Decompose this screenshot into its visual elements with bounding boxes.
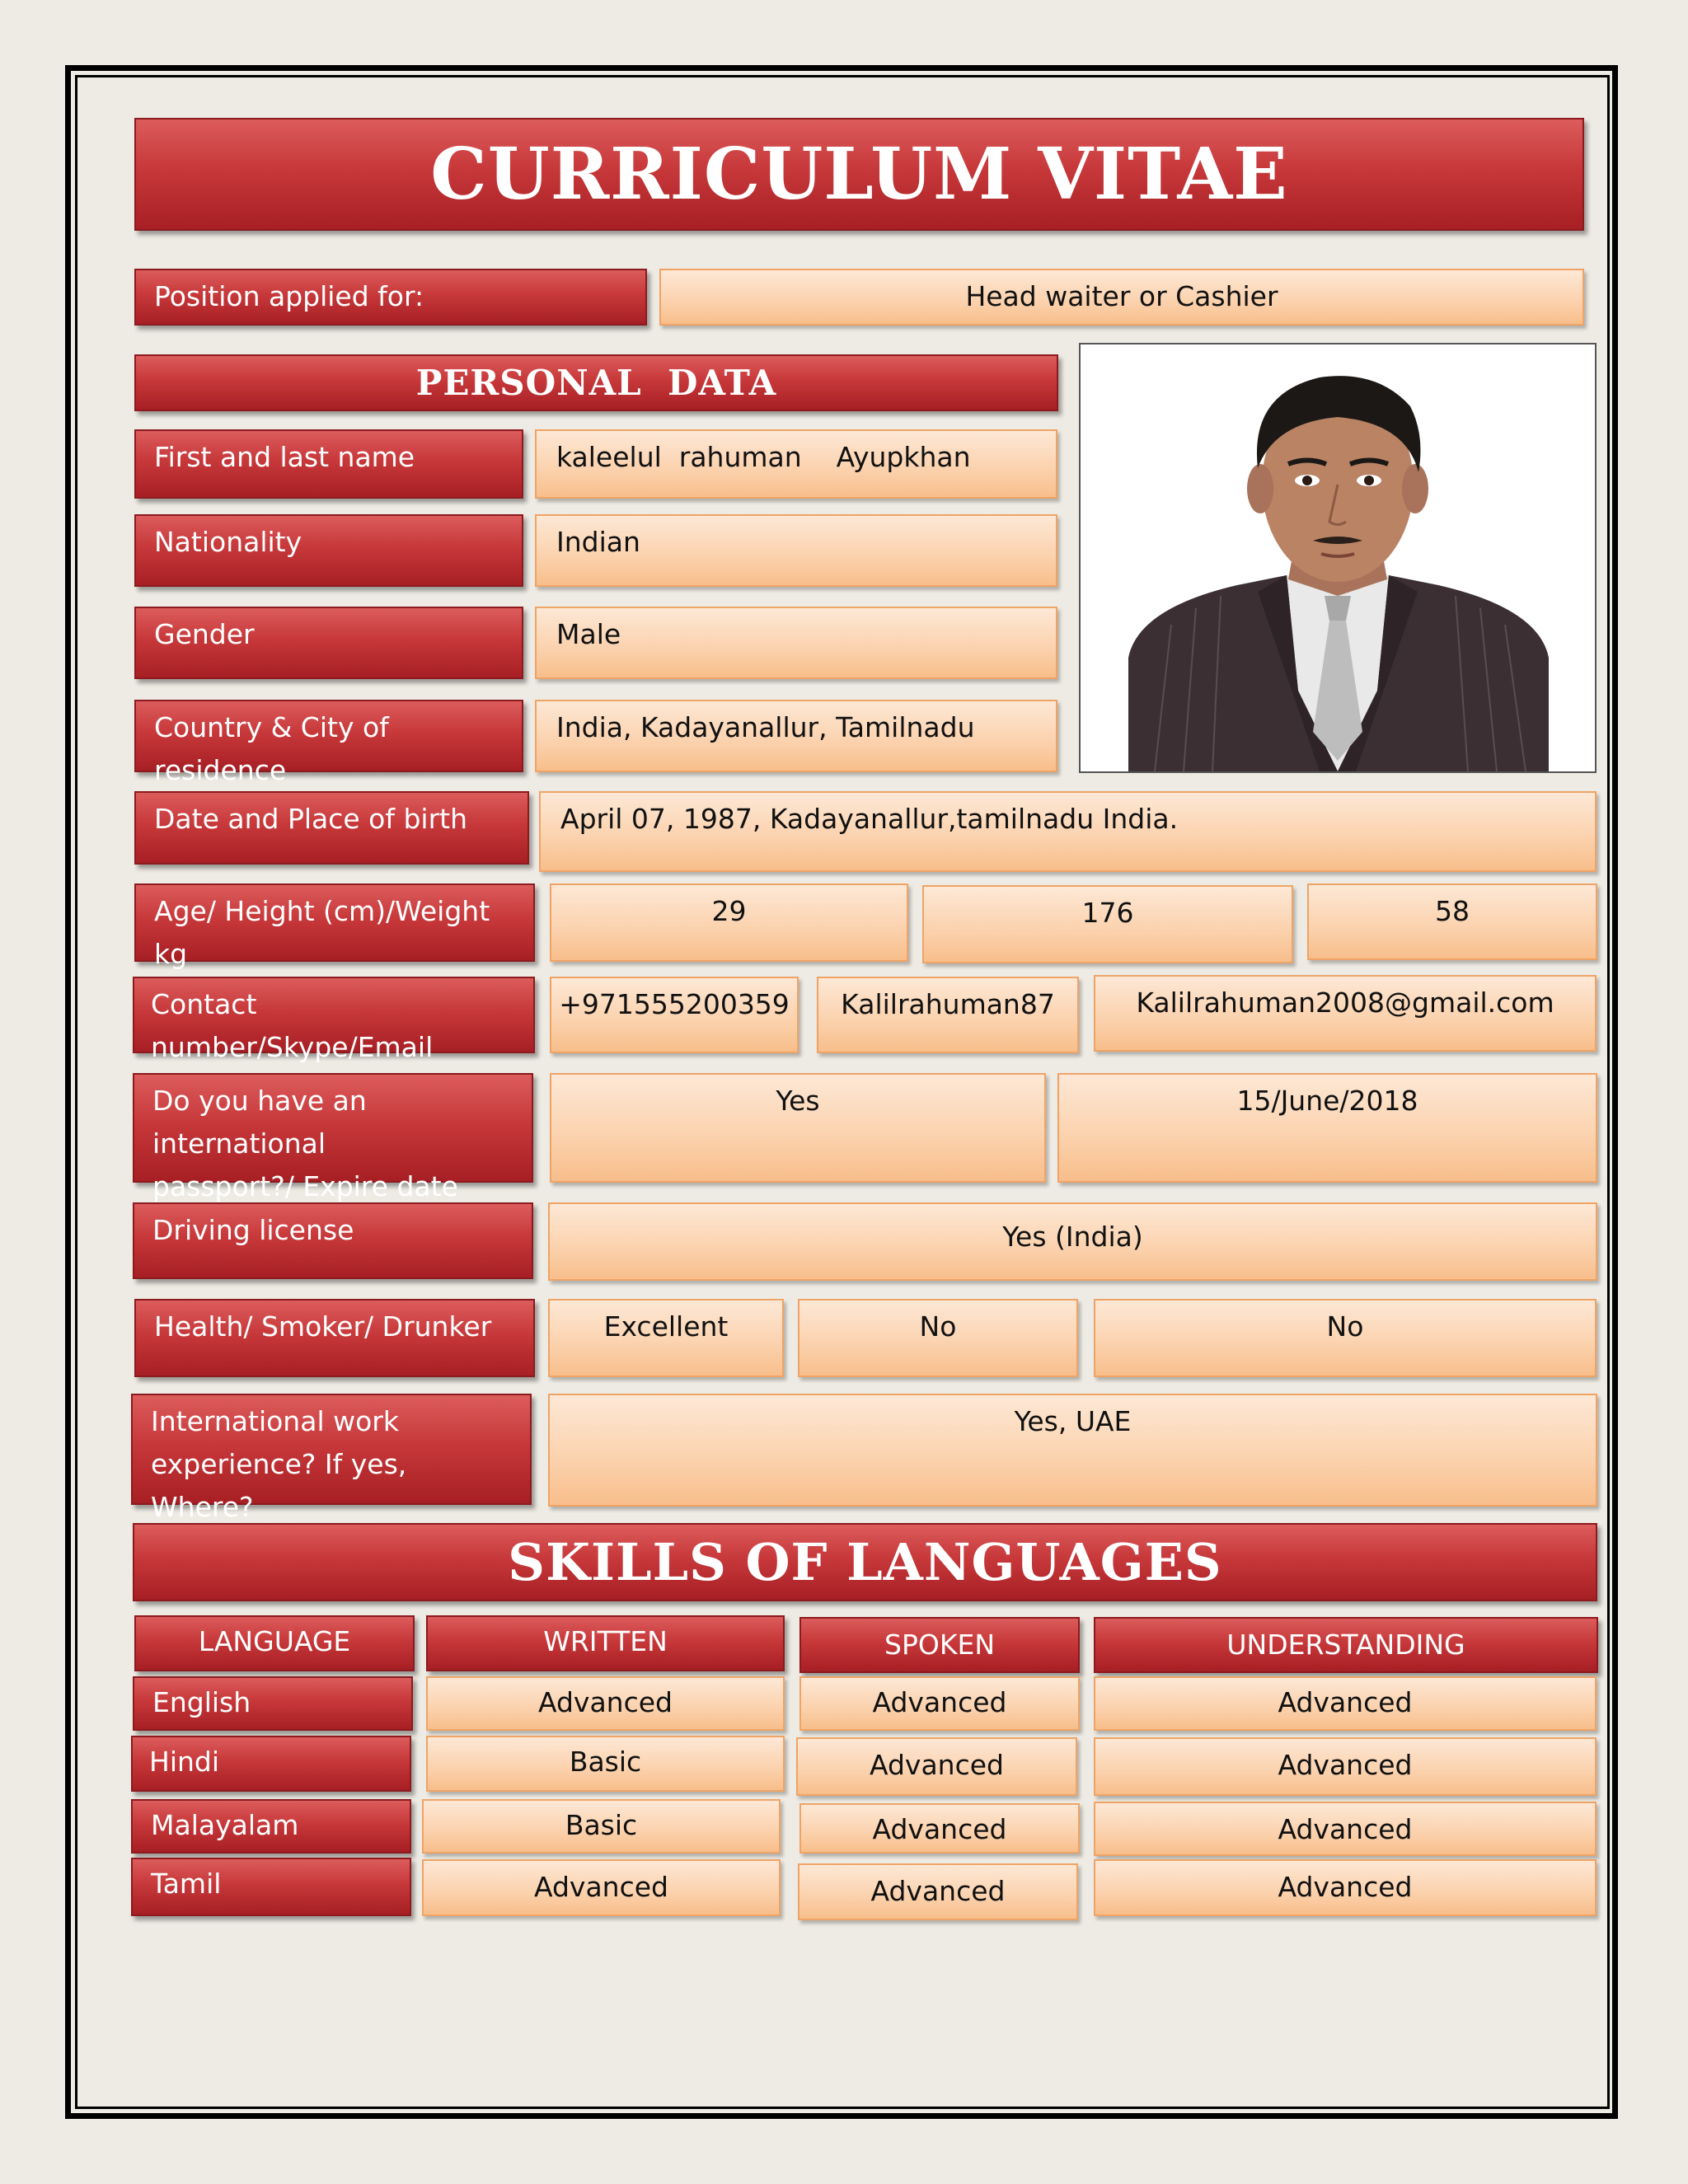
position-value: Head waiter or Cashier	[659, 269, 1584, 326]
lang-name-english: English	[133, 1676, 413, 1731]
lang-understanding-english: Advanced	[1094, 1676, 1597, 1731]
field-value-gender: Male	[535, 607, 1057, 679]
field-value-nationality: Indian	[535, 514, 1057, 587]
lang-written-malayalam: Basic	[422, 1799, 781, 1854]
lang-written-hindi: Basic	[426, 1736, 785, 1792]
field-value-name: kaleelul rahuman Ayupkhan	[535, 429, 1057, 499]
field-label-driving: Driving license	[133, 1202, 533, 1279]
field-value-phone: +971555200359	[550, 977, 799, 1053]
field-value-age: 29	[550, 883, 908, 962]
field-value-birth: April 07, 1987, Kadayanallur,tamilnadu India.	[539, 791, 1597, 872]
field-value-intl-work: Yes, UAE	[548, 1394, 1597, 1507]
intl-work-label-line2: experience? If yes, Where?	[151, 1448, 407, 1523]
lang-understanding-tamil: Advanced	[1094, 1859, 1597, 1916]
field-value-driving: Yes (India)	[548, 1202, 1597, 1281]
field-value-residence: India, Kadayanallur, Tamilnadu	[535, 700, 1057, 772]
languages-heading: SKILLS OF LANGUAGES	[133, 1523, 1597, 1601]
field-value-passport-expiry: 15/June/2018	[1057, 1073, 1597, 1183]
lang-name-tamil: Tamil	[131, 1858, 411, 1916]
field-value-height: 176	[922, 885, 1293, 963]
lang-spoken-english: Advanced	[799, 1676, 1080, 1731]
field-label-age-height-weight: Age/ Height (cm)/Weight kg	[134, 883, 535, 962]
field-value-email: Kalilrahuman2008@gmail.com	[1094, 975, 1597, 1052]
field-label-contact: Contact number/Skype/Email	[133, 977, 535, 1053]
field-value-smoker: No	[798, 1299, 1078, 1377]
field-label-health: Health/ Smoker/ Drunker	[134, 1299, 535, 1377]
lang-header-understanding: UNDERSTANDING	[1094, 1617, 1598, 1673]
field-value-health: Excellent	[548, 1299, 784, 1377]
field-value-passport-has: Yes	[550, 1073, 1046, 1183]
personal-data-heading: PERSONAL DATA	[134, 354, 1058, 411]
lang-spoken-tamil: Advanced	[798, 1863, 1078, 1920]
field-label-birth: Date and Place of birth	[134, 791, 529, 865]
lang-name-malayalam: Malayalam	[131, 1799, 411, 1854]
profile-photo	[1079, 343, 1597, 773]
lang-written-english: Advanced	[426, 1676, 785, 1731]
field-label-gender: Gender	[134, 607, 523, 679]
lang-header-spoken: SPOKEN	[799, 1617, 1080, 1673]
lang-understanding-malayalam: Advanced	[1094, 1802, 1597, 1856]
intl-work-label-line1: International work	[151, 1405, 399, 1437]
lang-spoken-malayalam: Advanced	[799, 1803, 1080, 1854]
lang-header-language: LANGUAGE	[134, 1615, 415, 1671]
cv-title: CURRICULUM VITAE	[134, 118, 1584, 231]
field-label-passport	[133, 1073, 533, 1202]
field-label-residence: Country & City of residence	[134, 700, 523, 772]
person-photo-icon	[1081, 344, 1595, 771]
lang-header-written: WRITTEN	[426, 1615, 785, 1671]
lang-spoken-hindi: Advanced	[796, 1737, 1077, 1796]
field-value-skype: Kalilrahuman87	[817, 977, 1079, 1053]
passport-label-line2: passport?/ Expire date	[152, 1170, 458, 1202]
lang-written-tamil: Advanced	[422, 1859, 781, 1916]
field-label-intl-work	[131, 1394, 532, 1523]
field-value-weight: 58	[1307, 883, 1597, 960]
field-label-name: First and last name	[134, 429, 523, 499]
field-value-drunker: No	[1094, 1299, 1597, 1377]
field-label-nationality: Nationality	[134, 514, 523, 587]
passport-label-line1: Do you have an international	[152, 1085, 367, 1160]
position-label: Position applied for:	[134, 269, 647, 326]
lang-name-hindi: Hindi	[131, 1736, 411, 1792]
lang-understanding-hindi: Advanced	[1094, 1737, 1597, 1796]
